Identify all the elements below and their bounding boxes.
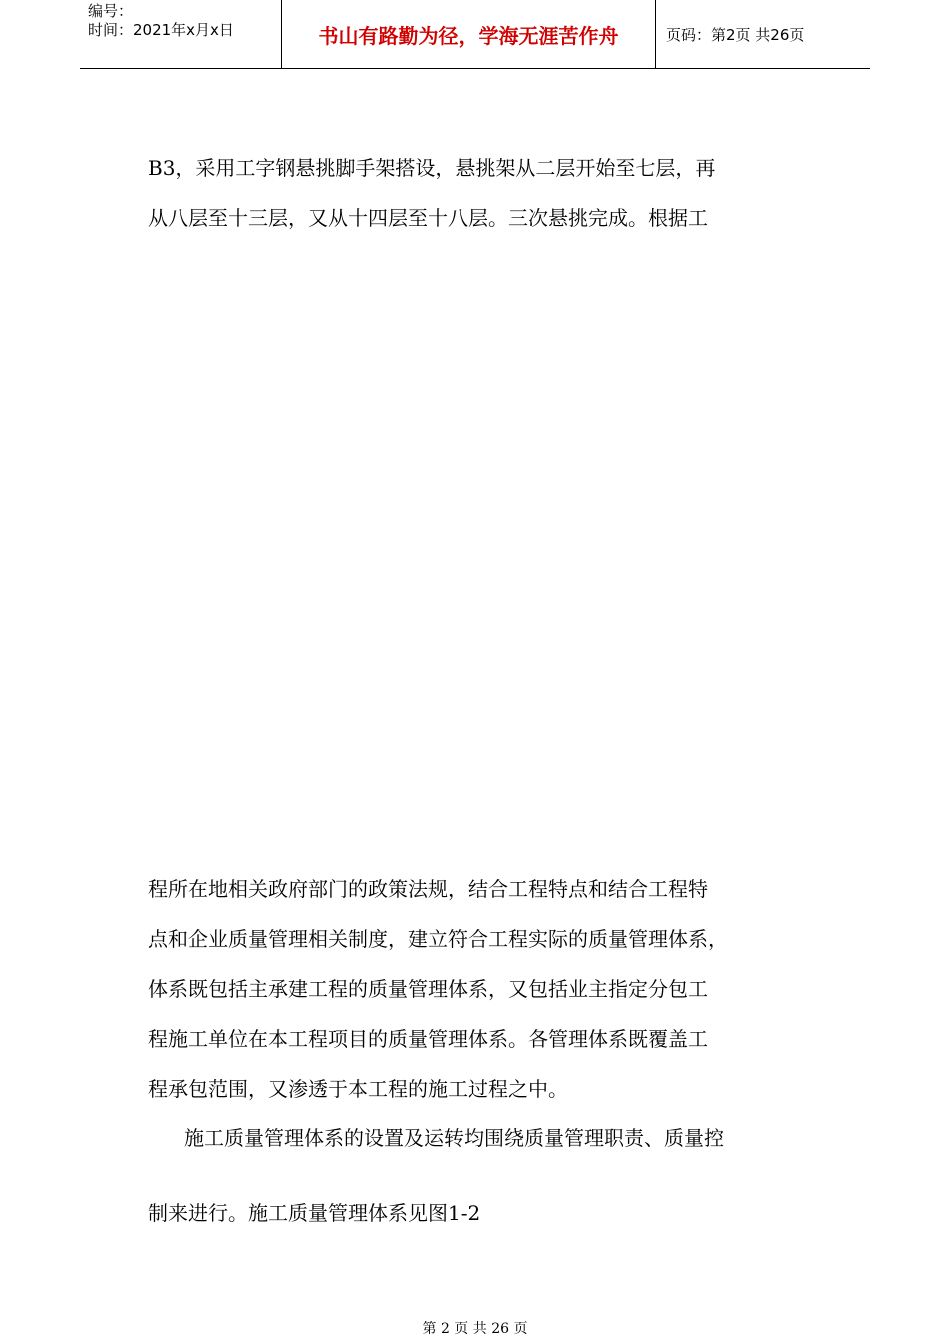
number-label: 编号： [88,2,134,20]
motto-text: 书山有路勤为径，学海无涯苦作舟 [318,23,619,48]
paragraph-line: 程承包范围，又渗透于本工程的施工过程之中。 [148,1077,568,1101]
paragraph-line: 程施工单位在本工程项目的质量管理体系。各管理体系既覆盖工 [148,1027,708,1051]
paragraph-3 [148,1113,808,1238]
page-footer [0,1318,950,1338]
header-info-cell [80,0,282,68]
paragraph-line: 程所在地相关政府部门的政策法规，结合工程特点和结合工程特 [148,877,708,901]
paragraph-2 [148,864,808,1114]
paragraph-line: 点和企业质量管理相关制度，建立符合工程实际的质量管理体系， [148,927,728,951]
time-label: 时间：2021年x月x日 [88,21,234,39]
footer-page-number: 第 2 页 共 26 页 [422,1321,528,1337]
paragraph-line: 体系既包括主承建工程的质量管理体系，又包括业主指定分包工 [148,977,708,1001]
header-motto-cell [282,0,656,68]
page-header [80,0,870,69]
paragraph-line: B3，采用工字钢悬挑脚手架搭设，悬挑架从二层开始至七层，再 [148,156,716,180]
paragraph-line: 制来进行。施工质量管理体系见图1-2 [148,1201,481,1225]
page-label: 页码：第2页 共26页 [666,25,805,44]
header-page-cell [656,0,870,68]
paragraph-1 [148,143,808,243]
paragraph-line: 从八层至十三层，又从十四层至十八层。三次悬挑完成。根据工 [148,206,708,230]
paragraph-line: 施工质量管理体系的设置及运转均围绕质量管理职责、质量控 [184,1126,724,1150]
